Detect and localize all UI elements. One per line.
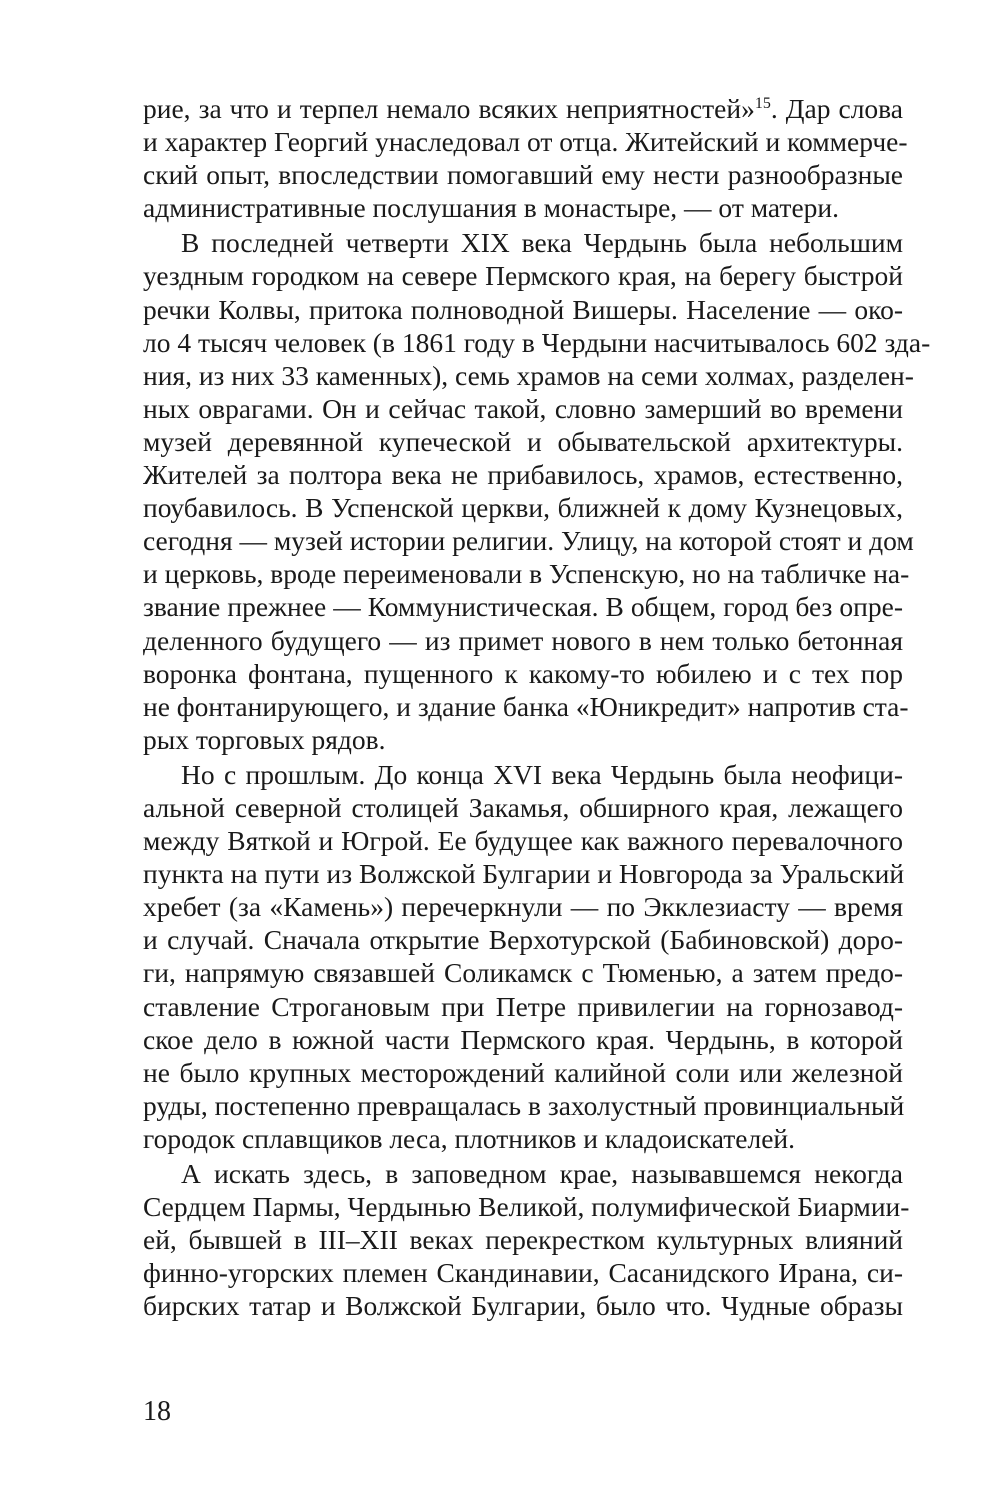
page-body: [143, 92, 931, 1322]
text-line: Но с прошлым. До конца XVI века Чердынь была неофици-: [181, 758, 903, 790]
text-line: городок сплавщиков леса, плотников и кладоискателей.: [143, 1122, 796, 1154]
text-line: уездным городком на севере Пермского края, на берегу быстрой: [143, 260, 903, 292]
text-line: ло 4 тысяч человек (в 1861 году в Чердыни насчитывалось 602 зда-: [143, 326, 931, 358]
text-line: ей, бывшей в III–XII веках перекрестком культурных влияний: [143, 1224, 903, 1256]
text-line: и характер Георгий унаследовал от отца. Житейский и коммерче-: [143, 126, 908, 158]
text-line: воронка фонтана, пущенного к какому-то юбилею и с тех пор: [143, 657, 903, 689]
text-line: не фонтанирующего, и здание банка «Юникредит» напротив ста-: [143, 690, 909, 722]
text-line: звание прежнее — Коммунистическая. В общем, город без опре-: [143, 591, 903, 623]
text-line: хребет (за «Камень») перечеркнули — по Экклезиасту — время: [143, 891, 903, 923]
text-line: руды, постепенно превращалась в захолустный провинциальный: [143, 1089, 905, 1121]
text-line: ния, из них 33 каменных), семь храмов на семи холмах, разделен-: [143, 359, 914, 391]
text-line: альной северной столицей Закамья, обширного края, лежащего: [143, 791, 903, 823]
text-line: Сердцем Пармы, Чердынью Великой, полумифической Биармии-: [143, 1191, 910, 1223]
text-line: ных оврагами. Он и сейчас такой, словно замерший во времени: [143, 392, 903, 424]
text-line: деленного будущего — из примет нового в нем только бетонная: [143, 624, 903, 656]
paragraph: [143, 1157, 910, 1322]
text-line: речки Колвы, притока полноводной Вишеры. Население — око-: [143, 293, 903, 325]
text-line: и церковь, вроде переименовали в Успенскую, но на табличке на-: [143, 558, 910, 590]
text-line: финно-угорских племен Скандинавии, Сасанидского Ирана, си-: [143, 1257, 903, 1289]
text-line: пункта на пути из Волжской Булгарии и Новгорода за Уральский: [143, 858, 905, 890]
text-line: ги, напрямую связавшей Соликамск с Тюменью, а затем предо-: [143, 957, 903, 989]
text-line: ский опыт, впоследствии помогавший ему нести разнообразные: [143, 159, 903, 191]
paragraph: [143, 226, 931, 756]
page-number: 18: [143, 1396, 171, 1427]
text-line: ставление Строгановым при Петре привилегии на горнозавод-: [143, 990, 903, 1022]
text-line: между Вяткой и Югрой. Ее будущее как важного перевалочного: [143, 825, 903, 857]
text-line: бирских татар и Волжской Булгарии, было что. Чудные образы: [143, 1290, 903, 1322]
text-line: и случай. Сначала открытие Верхотурской (Бабиновской) доро-: [143, 924, 903, 956]
text-line: музей деревянной купеческой и обывательской архитектуры.: [143, 425, 903, 457]
text-line: административные послушания в монастыре, — от матери.: [143, 192, 839, 224]
text-line: А искать здесь, в заповедном крае, называвшемся некогда: [181, 1158, 903, 1189]
paragraph: [143, 92, 908, 224]
text-line: В последней четверти XIX века Чердынь была небольшим: [181, 227, 903, 259]
text-line: рых торговых рядов.: [143, 723, 386, 755]
text-line: Жителей за полтора века не прибавилось, храмов, естественно,: [143, 459, 903, 491]
text-line: не было крупных месторождений калийной соли или железной: [143, 1056, 903, 1088]
text-line: сегодня — музей истории религии. Улицу, на которой стоят и дом: [143, 525, 914, 557]
footnote-ref[interactable]: 15: [754, 95, 771, 112]
paragraph: [143, 758, 903, 1155]
text-line: ское дело в южной части Пермского края. Чердынь, в которой: [143, 1023, 903, 1055]
text-line: рие, за что и терпел немало всяких неприятностей»$^{15}$. Дар слова: [143, 93, 903, 124]
text-line: поубавилось. В Успенской церкви, ближней к дому Кузнецовых,: [143, 492, 903, 524]
